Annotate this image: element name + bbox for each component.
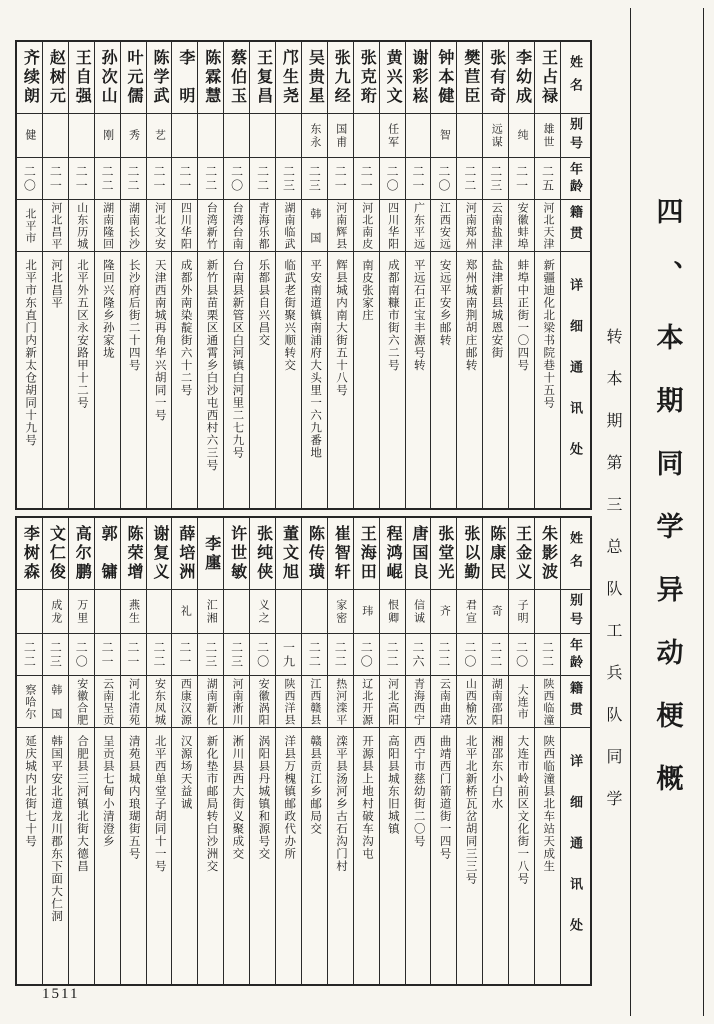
address-cell: 淅川县西大街义聚成交	[231, 735, 244, 860]
address-cell: 蚌埠中正街一〇四号	[516, 259, 529, 372]
address-cell: 郑州城南荆胡庄邮转	[464, 259, 477, 372]
person-column	[171, 518, 197, 984]
alias-cell: 国甫	[328, 114, 353, 158]
table-header-column	[560, 42, 590, 508]
age-cell: 二〇	[69, 634, 94, 676]
age-cell: 二〇	[457, 634, 482, 676]
header-age: 年龄	[561, 634, 590, 676]
alias-cell: 刚	[95, 114, 120, 158]
alias-cell: 恨卿	[380, 590, 405, 634]
alias-cell	[250, 114, 275, 158]
person-column	[275, 518, 301, 984]
name-cell: 朱影波	[535, 518, 560, 590]
person-column	[223, 518, 249, 984]
address-cell: 新化垫市邮局转白沙洲交	[205, 735, 218, 873]
name-cell: 王海田	[354, 518, 379, 590]
name-cell: 李廛	[198, 518, 223, 590]
header-address: 详细通讯处	[568, 277, 583, 483]
name-cell: 赵树元	[43, 42, 68, 114]
person-column	[534, 42, 560, 508]
alias-cell: 义之	[250, 590, 275, 634]
address-cell: 滦平县汤河乡古石沟门村	[335, 735, 348, 873]
age-cell: 二二	[328, 634, 353, 676]
address-cell: 成都南糠市街六二号	[386, 259, 399, 372]
alias-cell	[457, 114, 482, 158]
age-cell: 二一	[69, 158, 94, 200]
table-header-column	[560, 518, 590, 984]
person-column	[430, 42, 456, 508]
age-cell: 二一	[43, 158, 68, 200]
name-cell: 董文旭	[276, 518, 301, 590]
age-cell: 二二	[483, 634, 508, 676]
alias-cell: 玮	[354, 590, 379, 634]
age-cell: 二一	[95, 634, 120, 676]
name-cell: 文仁俊	[43, 518, 68, 590]
person-column	[249, 42, 275, 508]
header-name: 姓名	[561, 42, 590, 114]
address-cell: 西宁市慈幼街二〇号	[412, 735, 425, 848]
name-cell: 陈康民	[483, 518, 508, 590]
person-column	[353, 42, 379, 508]
section-title-box	[630, 8, 704, 1016]
name-cell: 陈霖慧	[198, 42, 223, 114]
roster-table-bottom-band	[15, 516, 592, 986]
age-cell: 二三	[198, 634, 223, 676]
native-place-cell: 山东历城	[69, 200, 94, 252]
name-cell: 郭 镛	[95, 518, 120, 590]
person-column	[456, 518, 482, 984]
address-cell: 台南县新管区白河镇白河里二七九号	[231, 259, 244, 459]
name-cell: 黄兴文	[380, 42, 405, 114]
age-cell: 二一	[509, 158, 534, 200]
alias-cell	[43, 114, 68, 158]
age-cell: 二〇	[509, 634, 534, 676]
alias-cell: 君宣	[457, 590, 482, 634]
age-cell: 二三	[483, 158, 508, 200]
native-place-cell: 陕西洋县	[276, 676, 301, 728]
age-cell: 二六	[406, 634, 431, 676]
name-cell: 孙次山	[95, 42, 120, 114]
alias-cell	[17, 590, 42, 634]
address-cell: 北平北新桥瓦岔胡同三三号	[464, 735, 477, 885]
native-place-cell: 四川华阳	[172, 200, 197, 252]
person-column	[534, 518, 560, 984]
age-cell: 二五	[535, 158, 560, 200]
alias-cell	[147, 590, 172, 634]
name-cell: 李 明	[172, 42, 197, 114]
age-cell: 二二	[535, 634, 560, 676]
side-note: 转本期第三总队工兵队同学	[604, 328, 621, 832]
alias-cell: 秀	[121, 114, 146, 158]
name-cell: 张堂光	[431, 518, 456, 590]
name-cell: 王复昌	[250, 42, 275, 114]
person-column	[430, 518, 456, 984]
alias-cell: 成龙	[43, 590, 68, 634]
alias-cell: 礼	[172, 590, 197, 634]
address-cell: 辉县城内南大街五十八号	[335, 259, 348, 397]
native-place-cell: 云南盐津	[483, 200, 508, 252]
address-cell: 开源县上地村破车沟屯	[360, 735, 373, 860]
address-cell: 平远石正宝丰源号转	[412, 259, 425, 372]
person-column	[17, 518, 42, 984]
name-cell: 谢复义	[147, 518, 172, 590]
alias-cell	[406, 114, 431, 158]
native-place-cell: 韩 国	[302, 200, 327, 252]
address-cell: 长沙府后街二十四号	[127, 259, 140, 372]
native-place-cell: 河北昌平	[43, 200, 68, 252]
person-column	[353, 518, 379, 984]
age-cell: 二二	[198, 158, 223, 200]
name-cell: 齐续朗	[17, 42, 42, 114]
alias-cell: 远谋	[483, 114, 508, 158]
address-cell: 乐都县自兴昌交	[257, 259, 270, 347]
header-address: 详细通讯处	[568, 753, 583, 959]
native-place-cell: 江西安远	[431, 200, 456, 252]
address-cell: 南皮张家庄	[360, 259, 373, 322]
native-place-cell: 辽北开源	[354, 676, 379, 728]
native-place-cell: 湖南邵阳	[483, 676, 508, 728]
name-cell: 张纯侠	[250, 518, 275, 590]
header-native-place: 籍贯	[561, 200, 590, 252]
person-column	[379, 518, 405, 984]
age-cell: 二三	[302, 158, 327, 200]
name-cell: 王占禄	[535, 42, 560, 114]
name-cell: 高尔鹏	[69, 518, 94, 590]
person-column	[146, 518, 172, 984]
address-cell: 河北昌平	[50, 259, 63, 309]
name-cell: 程鸿崐	[380, 518, 405, 590]
age-cell: 二一	[172, 158, 197, 200]
name-cell: 李幼成	[509, 42, 534, 114]
name-cell: 许世敏	[224, 518, 249, 590]
person-column	[42, 42, 68, 508]
native-place-cell: 青海西宁	[406, 676, 431, 728]
name-cell: 陈传璜	[302, 518, 327, 590]
native-place-cell: 河北南皮	[354, 200, 379, 252]
alias-cell: 任军	[380, 114, 405, 158]
age-cell: 二〇	[431, 158, 456, 200]
address-cell: 天津西南城再角华兴胡同一号	[153, 259, 166, 422]
alias-cell	[224, 590, 249, 634]
address-cell: 陕西临潼县北车站天成生	[542, 735, 555, 873]
alias-cell: 东永	[302, 114, 327, 158]
native-place-cell: 湖南长沙	[121, 200, 146, 252]
name-cell: 张以勤	[457, 518, 482, 590]
alias-cell	[276, 114, 301, 158]
native-place-cell: 热河滦平	[328, 676, 353, 728]
age-cell: 二二	[380, 634, 405, 676]
native-place-cell: 云南曲靖	[431, 676, 456, 728]
name-cell: 樊苣臣	[457, 42, 482, 114]
native-place-cell: 河北清苑	[121, 676, 146, 728]
alias-cell: 纯	[509, 114, 534, 158]
person-column	[327, 518, 353, 984]
age-cell: 二三	[43, 634, 68, 676]
native-place-cell: 四川华阳	[380, 200, 405, 252]
address-cell: 北平西单堂子胡同十一号	[153, 735, 166, 873]
address-cell: 盐津新县城恩安街	[490, 259, 503, 359]
age-cell: 二二	[302, 634, 327, 676]
address-cell: 洋县万槐镇邮政代办所	[283, 735, 296, 860]
native-place-cell: 台湾台南	[224, 200, 249, 252]
name-cell: 王自强	[69, 42, 94, 114]
person-column	[508, 518, 534, 984]
native-place-cell: 河北高阳	[380, 676, 405, 728]
person-column	[405, 42, 431, 508]
age-cell: 二一	[121, 634, 146, 676]
alias-cell	[354, 114, 379, 158]
alias-cell: 汇湘	[198, 590, 223, 634]
person-column	[327, 42, 353, 508]
roster-table-top-band	[15, 40, 592, 510]
person-column	[482, 518, 508, 984]
alias-cell: 万里	[69, 590, 94, 634]
native-place-cell: 河南郑州	[457, 200, 482, 252]
header-alias: 别号	[561, 114, 590, 158]
native-place-cell: 大连市	[509, 676, 534, 728]
address-cell: 北平市东直门内新太仓胡同十九号	[24, 259, 37, 447]
person-column	[94, 518, 120, 984]
address-cell: 曲靖西门箭道街一四号	[438, 735, 451, 860]
name-cell: 张克珩	[354, 42, 379, 114]
alias-cell	[172, 114, 197, 158]
address-cell: 韩国平安北道龙川郡东下面大仁洞	[50, 735, 63, 923]
name-cell: 薛培洲	[172, 518, 197, 590]
address-cell: 清苑县城内琅瑚街五号	[127, 735, 140, 860]
person-column	[456, 42, 482, 508]
name-cell: 李树森	[17, 518, 42, 590]
age-cell: 二一	[406, 158, 431, 200]
address-cell: 成都外南染靛街六十二号	[179, 259, 192, 397]
age-cell: 二二	[457, 158, 482, 200]
native-place-cell: 安徽合肥	[69, 676, 94, 728]
address-cell: 新竹县苗栗区通霄乡白沙屯西村六三号	[205, 259, 218, 472]
header-native-place: 籍贯	[561, 676, 590, 728]
address-cell: 延庆城内北街七十号	[24, 735, 37, 848]
person-column	[94, 42, 120, 508]
age-cell: 二〇	[17, 158, 42, 200]
native-place-cell: 河北天津	[535, 200, 560, 252]
address-cell: 湘邵东小白水	[490, 735, 503, 810]
age-cell: 二二	[431, 634, 456, 676]
alias-cell: 奇	[483, 590, 508, 634]
person-column	[197, 42, 223, 508]
alias-cell	[95, 590, 120, 634]
age-cell: 二〇	[250, 634, 275, 676]
age-cell: 二〇	[380, 158, 405, 200]
alias-cell	[535, 590, 560, 634]
name-cell: 吴贵星	[302, 42, 327, 114]
person-column	[42, 518, 68, 984]
age-cell: 二〇	[224, 158, 249, 200]
native-place-cell: 陕西临潼	[535, 676, 560, 728]
person-column	[301, 42, 327, 508]
address-cell: 涡阳县丹城镇和源号交	[257, 735, 270, 860]
name-cell: 陈学武	[147, 42, 172, 114]
native-place-cell: 安徽蚌埠	[509, 200, 534, 252]
person-column	[120, 518, 146, 984]
person-column	[146, 42, 172, 508]
native-place-cell: 察哈尔	[17, 676, 42, 728]
name-cell: 陈荣增	[121, 518, 146, 590]
address-cell: 隆回兴隆乡孙家垅	[101, 259, 114, 359]
alias-cell	[302, 590, 327, 634]
native-place-cell: 西康汉源	[172, 676, 197, 728]
age-cell: 二二	[17, 634, 42, 676]
alias-cell	[198, 114, 223, 158]
name-cell: 邝生尧	[276, 42, 301, 114]
name-cell: 钟本健	[431, 42, 456, 114]
native-place-cell: 湖南隆回	[95, 200, 120, 252]
alias-cell: 艺	[147, 114, 172, 158]
person-column	[379, 42, 405, 508]
person-column	[508, 42, 534, 508]
alias-cell	[276, 590, 301, 634]
address-cell: 临武老街聚兴顺转交	[283, 259, 296, 372]
address-cell: 大连市岭前区文化街一八号	[516, 735, 529, 885]
person-column	[68, 518, 94, 984]
age-cell: 二二	[121, 158, 146, 200]
alias-cell	[69, 114, 94, 158]
person-column	[223, 42, 249, 508]
person-column	[275, 42, 301, 508]
person-column	[171, 42, 197, 508]
native-place-cell: 湖南临武	[276, 200, 301, 252]
native-place-cell: 青海乐都	[250, 200, 275, 252]
age-cell: 二三	[224, 634, 249, 676]
alias-cell: 健	[17, 114, 42, 158]
header-name: 姓名	[561, 518, 590, 590]
header-age: 年龄	[561, 158, 590, 200]
age-cell: 一九	[276, 634, 301, 676]
address-cell: 呈贡县七甸小清澄乡	[101, 735, 114, 848]
name-cell: 蔡伯玉	[224, 42, 249, 114]
alias-cell: 雄世	[535, 114, 560, 158]
native-place-cell: 安东凤城	[147, 676, 172, 728]
native-place-cell: 北平市	[17, 200, 42, 252]
native-place-cell: 河北文安	[147, 200, 172, 252]
native-place-cell: 江西赣县	[302, 676, 327, 728]
native-place-cell: 广东平远	[406, 200, 431, 252]
native-place-cell: 河南辉县	[328, 200, 353, 252]
address-cell: 汉源场天益诚	[179, 735, 192, 810]
header-alias: 别号	[561, 590, 590, 634]
address-cell: 北平外五区永安路甲十二号	[75, 259, 88, 409]
name-cell: 张有奇	[483, 42, 508, 114]
age-cell: 二一	[354, 158, 379, 200]
native-place-cell: 韩 国	[43, 676, 68, 728]
address-cell: 平安南道镇南浦府大头里一六九番地	[309, 259, 322, 459]
section-title: 四、本期同学异动梗概	[652, 197, 683, 827]
person-column	[197, 518, 223, 984]
person-column	[405, 518, 431, 984]
age-cell: 二二	[95, 158, 120, 200]
age-cell: 二三	[276, 158, 301, 200]
person-column	[17, 42, 42, 508]
person-column	[301, 518, 327, 984]
address-cell: 新疆迪化北梁书院巷十五号	[542, 259, 555, 409]
native-place-cell: 河南淅川	[224, 676, 249, 728]
page-number: 1511	[42, 986, 80, 1002]
name-cell: 王金义	[509, 518, 534, 590]
alias-cell: 家密	[328, 590, 353, 634]
native-place-cell: 湖南新化	[198, 676, 223, 728]
alias-cell: 智	[431, 114, 456, 158]
name-cell: 叶元儒	[121, 42, 146, 114]
address-cell: 合肥县三河镇北街大德昌	[75, 735, 88, 873]
native-place-cell: 台湾新竹	[198, 200, 223, 252]
address-cell: 赣县贡江乡邮局交	[309, 735, 322, 835]
person-column	[120, 42, 146, 508]
person-column	[68, 42, 94, 508]
alias-cell	[224, 114, 249, 158]
alias-cell: 燕生	[121, 590, 146, 634]
alias-cell: 子明	[509, 590, 534, 634]
age-cell: 二一	[147, 158, 172, 200]
person-column	[249, 518, 275, 984]
name-cell: 崔智轩	[328, 518, 353, 590]
native-place-cell: 安徽涡阳	[250, 676, 275, 728]
age-cell: 二二	[147, 634, 172, 676]
age-cell: 二一	[172, 634, 197, 676]
address-cell: 安远平安乡邮转	[438, 259, 451, 347]
age-cell: 二〇	[354, 634, 379, 676]
native-place-cell: 山西榆次	[457, 676, 482, 728]
alias-cell: 齐	[431, 590, 456, 634]
alias-cell: 信诚	[406, 590, 431, 634]
person-column	[482, 42, 508, 508]
name-cell: 唐国良	[406, 518, 431, 590]
name-cell: 谢彩崧	[406, 42, 431, 114]
address-cell: 高阳县城东旧城镇	[386, 735, 399, 835]
name-cell: 张九经	[328, 42, 353, 114]
age-cell: 二一	[328, 158, 353, 200]
native-place-cell: 云南呈贡	[95, 676, 120, 728]
age-cell: 二二	[250, 158, 275, 200]
